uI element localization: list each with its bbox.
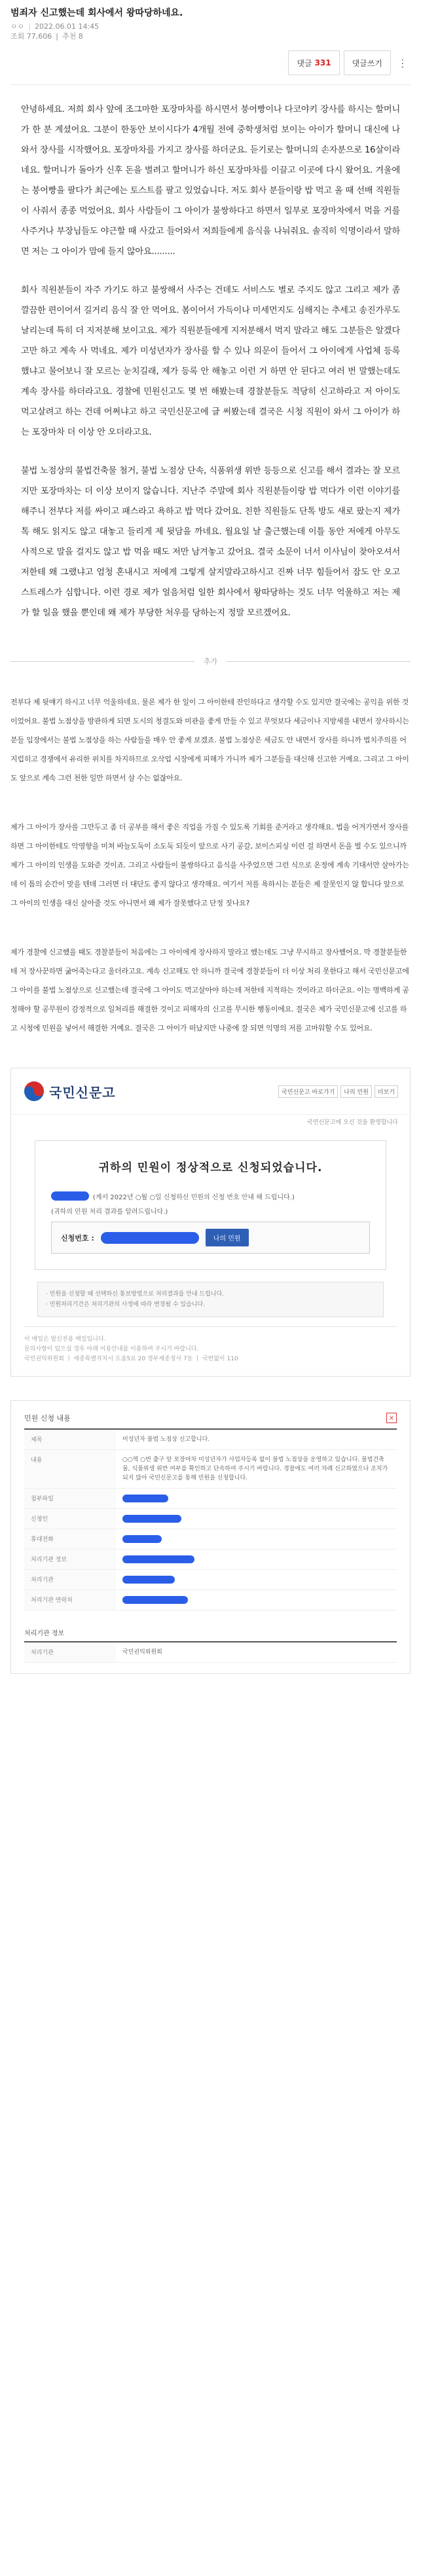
details-row bbox=[24, 1590, 397, 1610]
post-title: 범죄자 신고했는데 회사에서 왕따당하네요. bbox=[10, 8, 183, 18]
body-paragraph: 불법 노점상의 불법건축물 철거, 불법 노점상 단속, 식품위생 위반 등등으로 신고를 해서 결과는 잘 모르지만 포장마차는 더 이상 보이지 않습니다. 지난주 주말에 회사 직원분들이랑 밥 먹다가 이런 이야기를 해주니 전부다 저를 싸이고 패스라고 욕하고 밥 먹다 갔어요. 친한 직원들도 단톡 방도 새로 팠는지 제가 톡 해도 읽지도 않고 대놓고 들리게 제 뒷담을 까네요. 월요일 날 출근했는데 이틀 동안 저에게 아무도 사적으로 말을 걸지도 않고 밥 먹을 때도 저만 남겨놓고 갔어요. 결국 소문이 너서 이사님이 찾아오셔서 저한테 왜 그랬냐고 엄청 혼내시고 저에게 그렇게 살지말라고하시고 진짜 너무 힘들어서 잠도 안 오고 스트레스가 심합니다. 이런 경로 제가 얼음처럼 일한 회사에서 왕따당하는 것도 너무 억울하고 저는 제가 할 일을 했을 뿐인데 왜 제가 부당한 처우를 당하는지 정말 모르겠어요. bbox=[21, 466, 400, 618]
details-value bbox=[116, 1529, 397, 1549]
details-row bbox=[24, 1570, 397, 1590]
petition-confirmation-image bbox=[10, 1068, 411, 1377]
divider-line bbox=[227, 661, 411, 662]
post-date: 2022.06.01 14:45 bbox=[34, 22, 100, 31]
comments-label: 댓글 bbox=[297, 58, 312, 68]
details-key: 첨부파일 bbox=[24, 1489, 116, 1508]
meta-separator: | bbox=[56, 32, 58, 41]
post-body bbox=[0, 85, 421, 623]
redaction-mark bbox=[122, 1535, 162, 1543]
petition-result-box bbox=[35, 1140, 386, 1270]
redaction-mark bbox=[122, 1596, 188, 1604]
petition-nav bbox=[278, 1085, 398, 1098]
post-action-bar bbox=[0, 41, 421, 75]
petition-header bbox=[11, 1068, 410, 1115]
details-value bbox=[116, 1590, 397, 1610]
details-row bbox=[24, 1509, 397, 1529]
application-number-field bbox=[51, 1222, 370, 1254]
details-value: ○○역 ○번 출구 앞 포장마차 미성년자가 사업자등록 없이 불법 노점상을 운영하고 있습니다. 불법건축물, 식품위생 위반 여부를 확인하고 단속하여 주시기 바랍니다. 경찰에도 여러 차례 신고하였으나 조치가 되지 않아 국민신문고를 통해 민원을 신청합니다. bbox=[122, 1457, 388, 1481]
redaction-mark bbox=[51, 1191, 89, 1201]
details-key: 내용 bbox=[24, 1450, 116, 1488]
petition-result-inner bbox=[35, 1189, 386, 1269]
details-key: 처리기관 bbox=[24, 1570, 116, 1589]
petition-subtext: 국민신문고에 오신 것을 환영합니다 bbox=[307, 1119, 398, 1126]
details-heading: 민원 신청 내용 bbox=[24, 1414, 71, 1423]
more-menu-icon[interactable]: ⋮ bbox=[397, 56, 408, 69]
details-row bbox=[24, 1642, 397, 1663]
comments-button[interactable] bbox=[288, 50, 339, 75]
details-row bbox=[24, 1489, 397, 1509]
details-section-heading: 처리기관 정보 bbox=[24, 1627, 397, 1642]
petition-nav-item[interactable]: 더보기 bbox=[375, 1085, 398, 1098]
added-paragraph: 전부다 제 뒷얘기 하시고 너무 억울하네요. 물론 제가 한 일이 그 아이한테 잔인하다고 생각할 수도 있지만 결국에는 공익을 위한 것이었어요. 불법 노점상을 방관하게 되면 도시의 청결도와 미관을 좋게 만들 수 있고 무엇보다 세금이나 지방세를 내면서 장사하시는 분들 입장에서는 불법 노점상을 하는 사람들을 매우 안 좋게 보겠죠. 불법 노점상은 세금도 안 내면서 장사를 하니까 법치주의를 어지럽히고 경쟁에서 유리한 위치를 차지하므로 오삭업 시장에게 피해가 가니까 제가 그분들을 대신해 신고한 거예요. 그리고 그 아이도 앞으로 계속 그런 천한 일만 하면서 살 수는 없잖아요. bbox=[10, 698, 409, 782]
details-value: 미성년자 불법 노점상 신고합니다. bbox=[122, 1436, 210, 1443]
petition-line: (귀하의 민원 처리 결과를 알려드립니다.) bbox=[51, 1208, 168, 1216]
details-key: 처리기관 bbox=[24, 1642, 116, 1662]
details-row bbox=[24, 1529, 397, 1550]
divider-line bbox=[10, 661, 194, 662]
redaction-mark bbox=[122, 1555, 194, 1563]
petition-logo-text: 국민신문고 bbox=[49, 1084, 116, 1100]
details-value bbox=[116, 1570, 397, 1589]
post-meta bbox=[10, 22, 411, 31]
details-key: 처리기관 정보 bbox=[24, 1550, 116, 1569]
body-paragraph: 안녕하세요. 저희 회사 앞에 조그마한 포장마차를 하시면서 붕어빵이나 다코야키 장사를 하시는 할머니가 한 분 계셨어요. 그분이 한동안 보이시다가 4개월 전에 중학생처럼 보이는 아이가 할머니 대신에 나와서 장사를 시작했어요. 포장마차를 가지고 장사를 하더군요. 듣기로는 할머니의 손자분으로 16살이라네요. 할머니가 돌아가 신후 돈을 벌려고 할머니가 하신 포장마차를 이끌고 이곳에 다시 왔어요. 겨울에는 붕어빵을 팔다가 최근에는 토스트를 팔고 있었습니다. 저도 회사 분들이랑 밥 먹고 올 때 선배 직원들이 사줘서 종종 먹었어요. 회사 사람들이 그 아이가 불쌍하다고 하면서 일부로 포장마차에서 먹을 거를 사주거나 부장님들도 야근할 때 사갔고 들어와서 저희들에게 음식을 나눠줘요. 솔직히 익명이라서 말하면 저는 그 아이가 맘에 들지 않아요......... bbox=[21, 105, 400, 257]
post-stats bbox=[10, 31, 411, 41]
details-row bbox=[24, 1550, 397, 1570]
petition-heading: 귀하의 민원이 정상적으로 신청되었습니다. bbox=[98, 1161, 323, 1174]
author-name[interactable]: ㅇㅇ bbox=[10, 22, 25, 31]
redaction-mark bbox=[101, 1232, 199, 1244]
petition-footer: 이 메일은 발신전용 메일입니다. 문의사항이 있으실 경우 아래 이용안내를 이용하여 주시기 바랍니다. 국민권익위원회 ㅣ 세종특별자치시 도움5로 20 정부세종청사 7동 ㅣ 국번없이 110 bbox=[24, 1326, 397, 1376]
details-value bbox=[116, 1509, 397, 1529]
close-icon[interactable]: × bbox=[386, 1413, 397, 1423]
body-paragraph: 회사 직원분들이 자주 가기도 하고 불쌍해서 사주는 건데도 서비스도 별로 주지도 않고 그리고 제가 좀 깔끔한 편이어서 길거리 음식 잘 안 먹어요. 봄이어서 가득이나 미세먼지도 심해지는 추세고 송진가루도 날리는데 특히 더 지저분해 보이고요. 제가 직원분들에게 지저분해서 먹지 말라고 해도 그분들은 알겠다고만 하고 계속 사 먹네요. 제가 미성년자가 장사를 할 수 있나 의문이 들어서 그 아이에게 사업체 등록했냐고 물어보니 잘 모르는 눈치길래, 제가 등록 안 해놓고 이런 거 하면 안 된다고 여러 번 말했는데도 계속 장사를 하더라고요. 경찰에 민원신고도 몇 번 해봤는데 경찰분들도 적당히 신고하라고 저 아이도 먹고살려고 하는 건데 어쩌냐고 하고 국민신문고에 글 써봤는데 결국은 시청 직원이 와서 그 아이가 하는 포장마차 더 이상 안 오더라고요. bbox=[21, 285, 400, 437]
write-comment-label: 댓글쓰기 bbox=[352, 58, 382, 68]
added-paragraph: 제가 그 아이가 장사를 그만두고 좀 더 공부를 해서 좋은 직업을 가질 수 있도록 기회를 준거라고 생각해요. 법을 어겨가면서 장사를 하면 그 아이한테도 악영향을 미쳐 바늘도둑이 소도둑 되듯이 앞으로 사기 공갈, 보이스피싱 이런 걸 하면서 돈을 벌 수도 있으니까 제가 그 아이의 인생을 도와준 것이죠. 그리고 사람들이 불쌍하다고 음식을 사주었으면 그런 식으로 온정에 계속 기대서만 살아가는데 이 틈의 순간이 맞을 텐데 그러면 더 대단도 좋지 않다고 생각해요. 여기서 저를 욕하시는 분들은 제 잘못인지 않 합니다 앞으로 그 아이의 인생을 대신 살아줄 것도 아니면서 왜 제가 잘못했다고 단정 짓나요? bbox=[10, 823, 409, 907]
post-header bbox=[0, 0, 421, 41]
redaction-mark bbox=[122, 1576, 175, 1584]
write-comment-button[interactable] bbox=[344, 50, 391, 75]
redaction-mark bbox=[122, 1495, 168, 1502]
redaction-mark bbox=[122, 1515, 181, 1523]
my-petition-button[interactable]: 나의 민원 bbox=[206, 1229, 249, 1246]
view-count: 조회 77,606 bbox=[10, 32, 52, 41]
added-body bbox=[0, 673, 421, 1038]
details-key: 처리기관 연락처 bbox=[24, 1590, 116, 1610]
details-key: 제목 bbox=[24, 1430, 116, 1449]
details-row bbox=[24, 1450, 397, 1489]
meta-separator: | bbox=[28, 22, 31, 31]
added-paragraph: 제가 경찰에 신고했을 때도 경찰분들이 처음에는 그 아이에게 장사하지 말라고 했는데도 그냥 무시하고 장사했어요. 막 경찰분들한테 저 장사꾼하면 굶어죽는다고 울더라고요. 계속 신고해도 안 하니까 결국에 경찰분들이 더 이상 처리 못한다고 해서 국민신문고에 그 아이를 불법 노점상으로 신고했는데 결국에 그 아이도 먹고살아야 하는데 저한테 지적하는 것이라고 하더군요. 이는 명백하게 공정해야 할 공무원이 감정적으로 일처리를 해결한 것이고 피해자의 신고를 무시한 행동이에요. 결국은 제가 국민신문고에 신고를 하고 시청에 민원을 넣어서 해결한 거예요. 결국은 그 아이가 떠났지만 나중에 잘 되면 익명의 저를 고마워할 수도 있어요. bbox=[10, 948, 409, 1032]
details-value bbox=[116, 1489, 397, 1508]
application-number-label: 신청번호 : bbox=[61, 1233, 94, 1243]
petition-line-text: (계서 2022년 ○월 ○일 신청하신 민원의 신청 번호 안내 해 드립니다.) bbox=[93, 1193, 295, 1201]
comments-count: 331 bbox=[314, 58, 331, 67]
details-key: 휴대전화 bbox=[24, 1529, 116, 1549]
details-value: 국민권익위원회 bbox=[122, 1649, 162, 1656]
added-section-divider bbox=[0, 642, 421, 673]
details-row bbox=[24, 1430, 397, 1450]
details-header bbox=[24, 1413, 397, 1430]
details-value bbox=[116, 1550, 397, 1569]
petition-details-image bbox=[10, 1400, 411, 1674]
added-label: 추가 bbox=[203, 657, 218, 666]
petition-nav-item[interactable]: 국민신문고 바로가기 bbox=[278, 1085, 338, 1098]
petition-nav-item[interactable]: 나의 민원 bbox=[340, 1085, 372, 1098]
petition-notes: · 민원을 신청할 때 선택하신 통보방법으로 처리결과를 안내 드립니다. · 민원처리기간은 처리기관의 사정에 따라 변경될 수 있습니다. bbox=[37, 1282, 384, 1317]
details-key: 신청인 bbox=[24, 1509, 116, 1529]
petition-line bbox=[51, 1189, 370, 1203]
petition-logo bbox=[23, 1080, 116, 1102]
taegeuk-icon bbox=[23, 1080, 45, 1102]
recommend-count: 추천 8 bbox=[62, 32, 83, 41]
